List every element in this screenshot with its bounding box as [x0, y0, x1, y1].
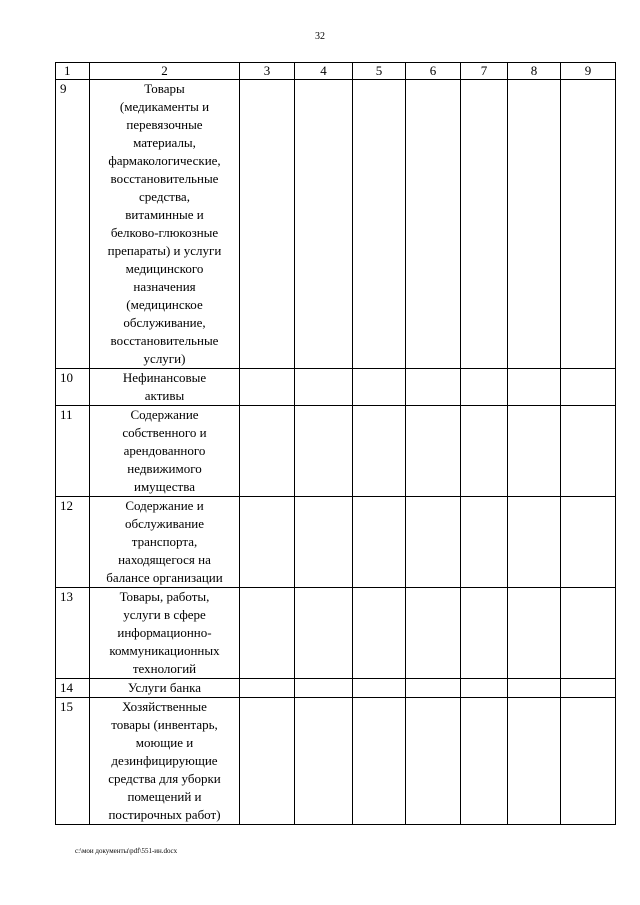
row-name-line: товары (инвентарь,	[111, 717, 218, 732]
row-number: 10	[56, 369, 90, 406]
empty-cell	[461, 679, 508, 698]
row-number: 14	[56, 679, 90, 698]
row-name-line: информационно-	[117, 625, 212, 640]
empty-cell	[295, 369, 353, 406]
row-name-line: медицинского	[125, 261, 204, 276]
empty-cell	[461, 406, 508, 497]
empty-cell	[508, 497, 561, 588]
row-name-line: Содержание	[130, 407, 199, 422]
row-name-line: собственного и	[122, 425, 207, 440]
row-name-line: Товары, работы,	[119, 589, 210, 604]
row-name-line: Содержание и	[125, 498, 204, 513]
empty-cell	[353, 698, 406, 825]
row-number: 15	[56, 698, 90, 825]
row-name	[90, 406, 240, 497]
row-name-line: Товары	[144, 81, 185, 96]
empty-cell	[461, 497, 508, 588]
row-name-line: Услуги банка	[127, 680, 202, 695]
row-name-line: коммуникационных	[109, 643, 220, 658]
row-name-line: услуги)	[143, 351, 186, 366]
empty-cell	[295, 80, 353, 369]
row-name-line: Хозяйственные	[122, 699, 207, 714]
row-name-line: средства,	[139, 189, 190, 204]
empty-cell	[461, 588, 508, 679]
empty-cell	[406, 406, 461, 497]
empty-cell	[561, 497, 616, 588]
empty-cell	[240, 497, 295, 588]
empty-cell	[461, 698, 508, 825]
empty-cell	[295, 679, 353, 698]
empty-cell	[353, 588, 406, 679]
empty-cell	[561, 588, 616, 679]
row-name-line: (медицинское	[126, 297, 203, 312]
column-header-8: 8	[508, 63, 561, 80]
empty-cell	[353, 369, 406, 406]
empty-cell	[295, 588, 353, 679]
row-name	[90, 698, 240, 825]
empty-cell	[240, 588, 295, 679]
column-header-3: 3	[240, 63, 295, 80]
row-name-line: технологий	[132, 661, 197, 676]
row-name	[90, 80, 240, 369]
table-row	[56, 80, 616, 369]
empty-cell	[508, 369, 561, 406]
row-name-line: белково-глюкозные	[110, 225, 219, 240]
empty-cell	[406, 369, 461, 406]
row-name-line: дезинфицирующие	[111, 753, 218, 768]
column-header-9: 9	[561, 63, 616, 80]
empty-cell	[508, 406, 561, 497]
row-name-line: восстановительные	[110, 171, 219, 186]
row-number: 11	[56, 406, 90, 497]
empty-cell	[353, 497, 406, 588]
row-name-line: Нефинансовые	[122, 370, 207, 385]
empty-cell	[461, 80, 508, 369]
empty-cell	[508, 588, 561, 679]
row-name-line: балансе организации	[106, 570, 223, 585]
row-name-line: материалы,	[133, 135, 196, 150]
empty-cell	[353, 80, 406, 369]
row-name	[90, 369, 240, 406]
column-header-1: 1	[56, 63, 90, 80]
row-name-line: имущества	[134, 479, 195, 494]
row-name-line: витаминные и	[125, 207, 204, 222]
row-name-line: арендованного	[123, 443, 206, 458]
table-row	[56, 679, 616, 698]
row-name	[90, 679, 240, 698]
row-name	[90, 497, 240, 588]
column-header-7: 7	[461, 63, 508, 80]
row-name-line: постирочных работ)	[108, 807, 221, 822]
empty-cell	[353, 406, 406, 497]
footer-file-path: c:\мои документы\pdf\551-ин.docx	[75, 847, 178, 855]
column-header-6: 6	[406, 63, 461, 80]
column-header-4: 4	[295, 63, 353, 80]
empty-cell	[240, 679, 295, 698]
empty-cell	[406, 698, 461, 825]
row-number: 9	[56, 80, 90, 369]
row-name-line: находящегося на	[118, 552, 211, 567]
empty-cell	[406, 497, 461, 588]
empty-cell	[240, 80, 295, 369]
empty-cell	[561, 80, 616, 369]
row-name-line: моющие и	[135, 735, 194, 750]
row-name-line: транспорта,	[131, 534, 198, 549]
empty-cell	[240, 698, 295, 825]
row-name-line: помещений и	[127, 789, 202, 804]
row-name	[90, 588, 240, 679]
row-name-line: восстановительные	[110, 333, 219, 348]
empty-cell	[406, 80, 461, 369]
empty-cell	[353, 679, 406, 698]
row-name-line: обслуживание	[124, 516, 205, 531]
row-name-line: перевязочные	[126, 117, 203, 132]
row-name-line: (медикаменты и	[119, 99, 210, 114]
empty-cell	[561, 406, 616, 497]
row-name-line: недвижимого	[127, 461, 202, 476]
empty-cell	[406, 679, 461, 698]
table-row	[56, 406, 616, 497]
column-header-5: 5	[353, 63, 406, 80]
row-name-line: фармакологические,	[108, 153, 221, 168]
empty-cell	[295, 497, 353, 588]
table-row	[56, 698, 616, 825]
row-name-line: активы	[144, 388, 185, 403]
empty-cell	[240, 369, 295, 406]
empty-cell	[508, 80, 561, 369]
column-header-2: 2	[90, 63, 240, 80]
table-row	[56, 497, 616, 588]
page-number: 32	[315, 31, 325, 42]
table-body	[56, 80, 616, 825]
empty-cell	[508, 698, 561, 825]
table-row	[56, 369, 616, 406]
empty-cell	[561, 369, 616, 406]
empty-cell	[461, 369, 508, 406]
empty-cell	[240, 406, 295, 497]
empty-cell	[561, 698, 616, 825]
row-number: 12	[56, 497, 90, 588]
table-row	[56, 588, 616, 679]
row-name-line: назначения	[133, 279, 196, 294]
empty-cell	[508, 679, 561, 698]
row-name-line: препараты) и услуги	[107, 243, 222, 258]
empty-cell	[295, 406, 353, 497]
empty-cell	[406, 588, 461, 679]
row-name-line: услуги в сфере	[123, 607, 206, 622]
table-header-row	[56, 63, 616, 80]
row-name-line: обслуживание,	[123, 315, 206, 330]
row-number: 13	[56, 588, 90, 679]
data-table	[55, 62, 616, 825]
empty-cell	[295, 698, 353, 825]
empty-cell	[561, 679, 616, 698]
row-name-line: средства для уборки	[108, 771, 221, 786]
